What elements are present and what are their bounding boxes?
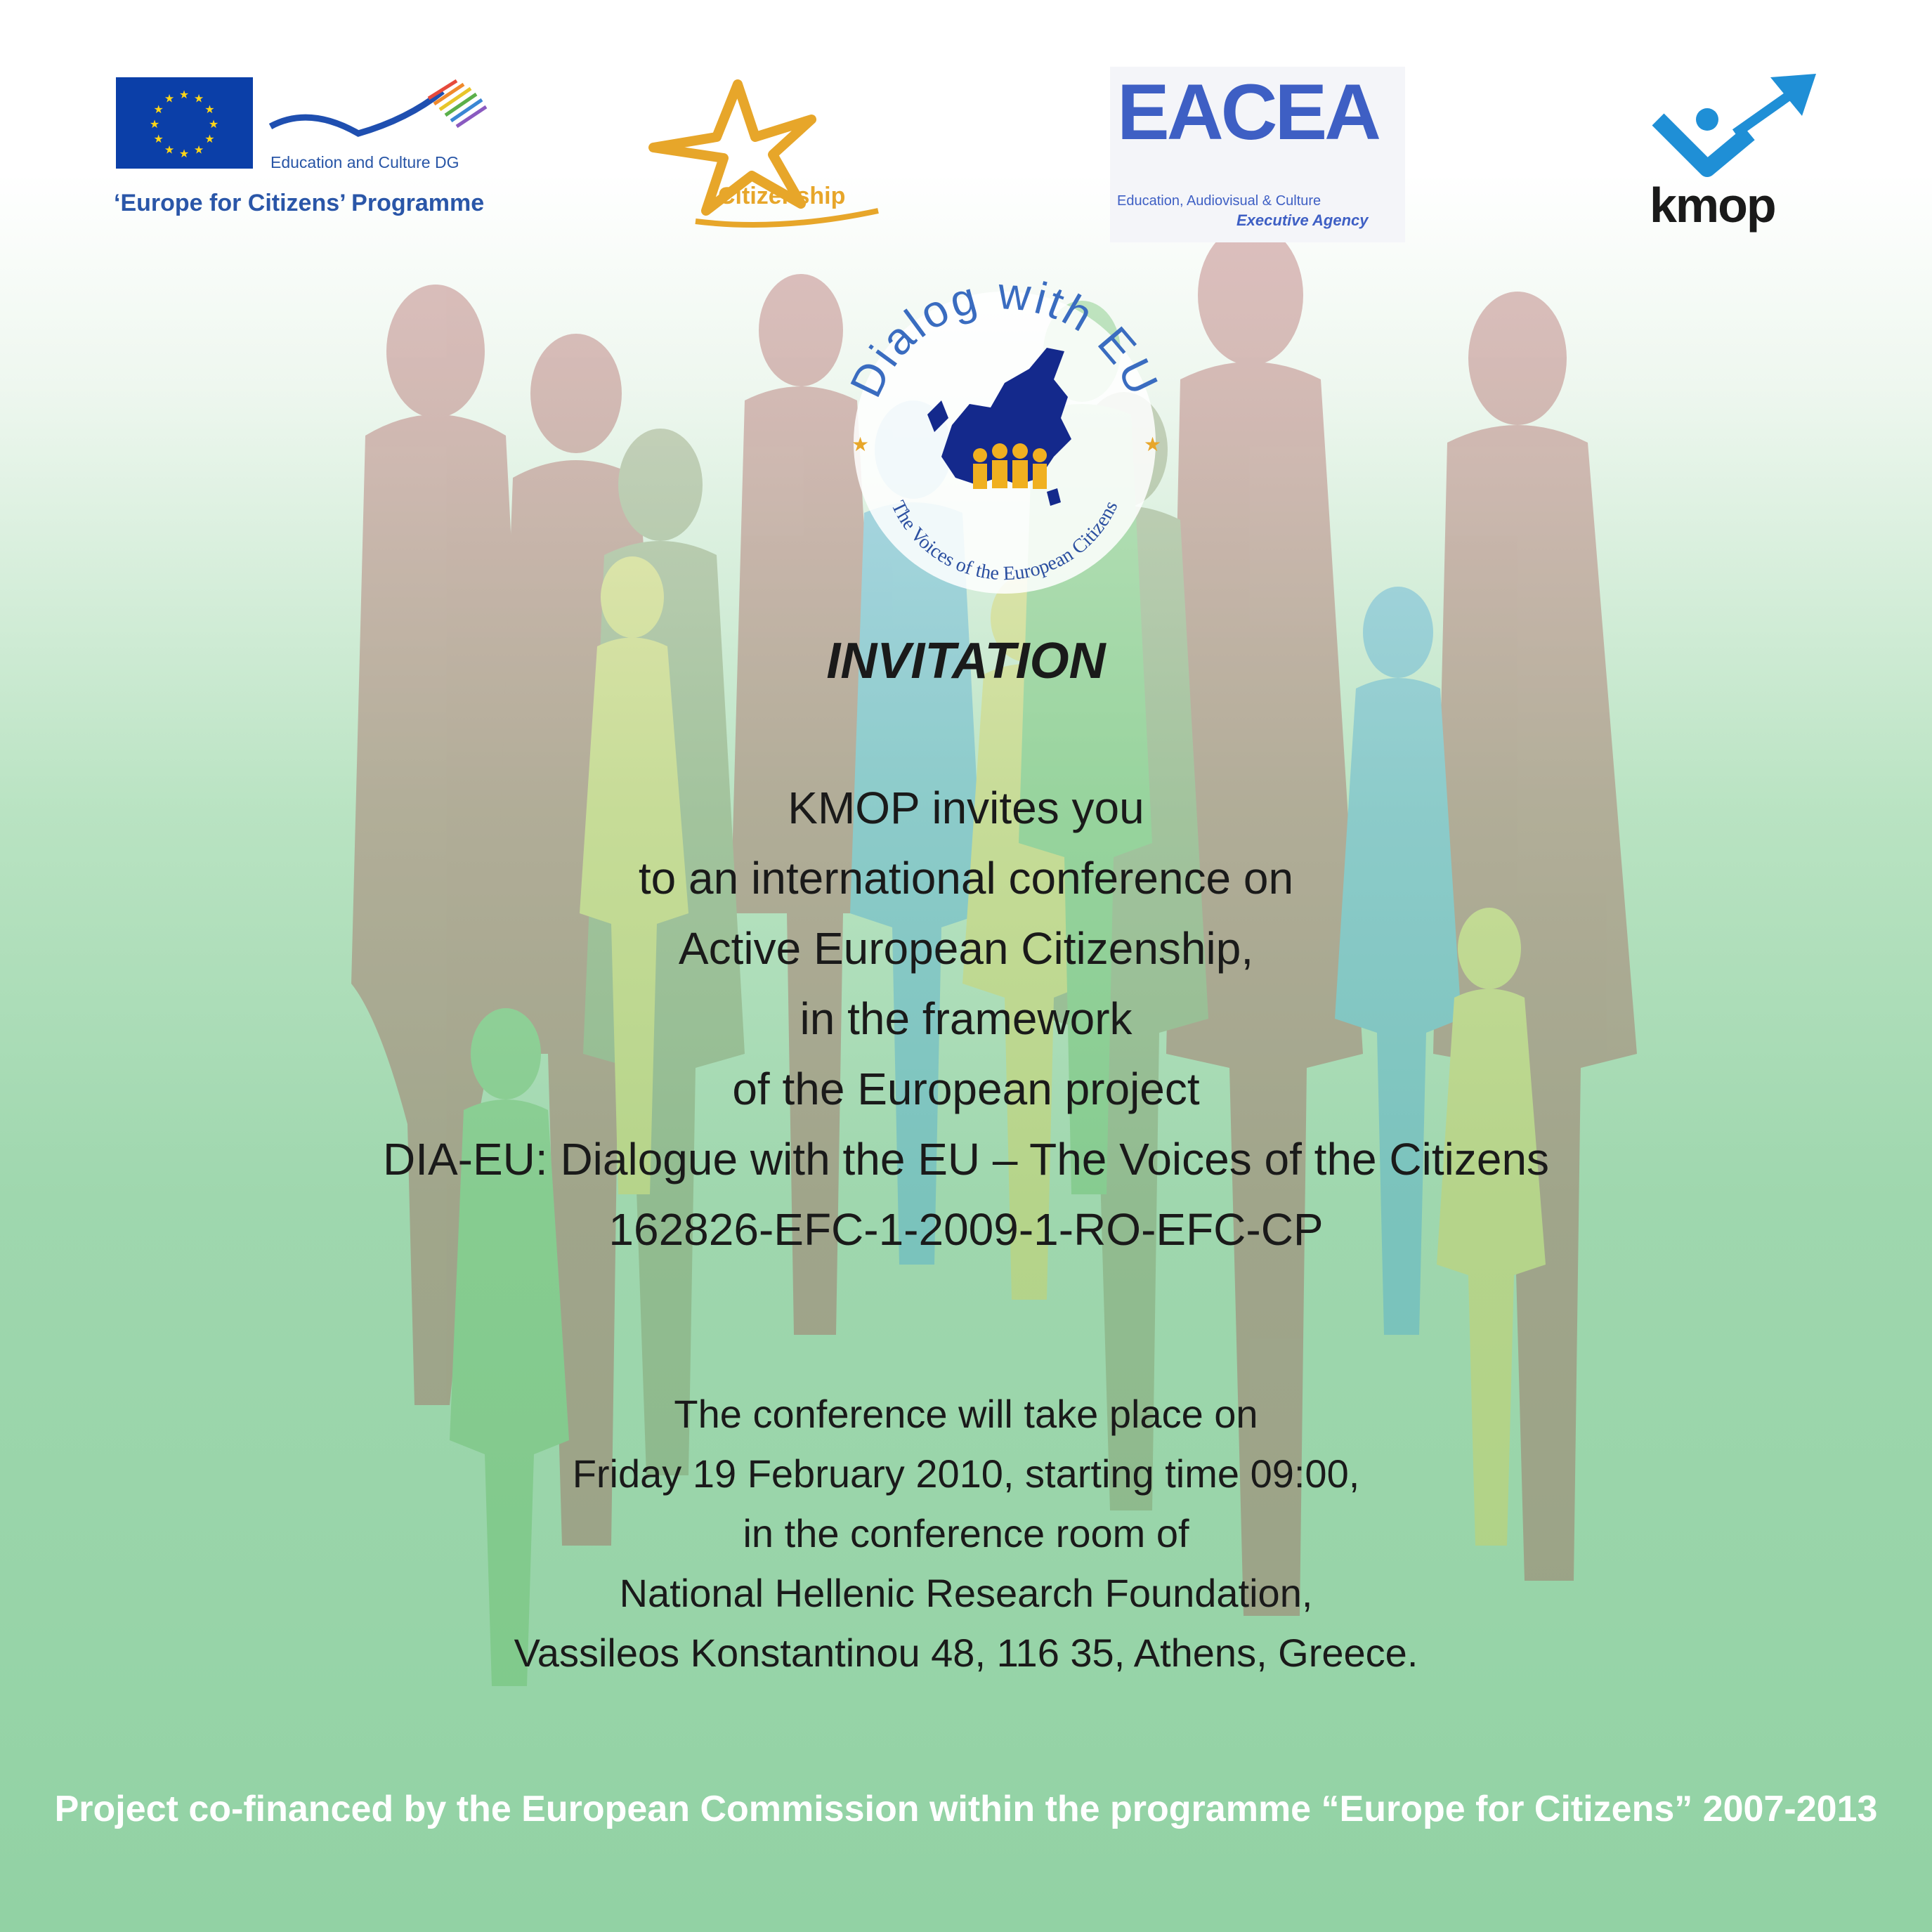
details-line: in the conference room of [743, 1511, 1189, 1555]
invitation-body [0, 773, 1932, 1265]
eu-star-icon: ★ [204, 104, 215, 116]
conference-details [0, 1384, 1932, 1683]
body-line: KMOP invites you [788, 783, 1144, 833]
invitation-title: INVITATION [826, 633, 1106, 689]
eacea-agency-text: Executive Agency [1236, 211, 1369, 229]
eu-star-icon: ★ [208, 119, 219, 131]
eu-star-icon: ★ [164, 93, 175, 105]
citizenship-logo [639, 70, 892, 239]
citizenship-text: Citizenship [718, 183, 846, 209]
eu-star-icon: ★ [149, 119, 160, 131]
dialog-top-text: Dialog with EU [840, 267, 1170, 405]
eu-star-icon: ★ [193, 93, 204, 105]
star-icon [639, 70, 892, 239]
eu-programme-logo [112, 70, 506, 232]
svg-text:★: ★ [1144, 433, 1162, 455]
eu-star-icon: ★ [153, 104, 164, 116]
body-line: to an international conference on [638, 853, 1294, 903]
footer-funding-note: Project co-financed by the European Commission within the programme “Europe for Citizens” 2007-2013 [54, 1789, 1878, 1829]
eacea-subtitle: Education, Audiovisual & Culture [1117, 193, 1321, 209]
eu-star-icon: ★ [178, 148, 190, 160]
body-line: in the framework [799, 993, 1133, 1044]
eacea-logo [1110, 67, 1405, 242]
eu-star-icon: ★ [204, 133, 215, 145]
arrow-up-icon [1651, 70, 1820, 183]
dg-swoosh-icon [267, 77, 506, 148]
eacea-wordmark: EACEA [1117, 68, 1379, 156]
dialog-with-eu-logo [829, 267, 1180, 604]
programme-text: ‘Europe for Citizens’ Programme [114, 190, 485, 216]
svg-text:★: ★ [851, 433, 870, 455]
date-line: Friday 19 February 2010, starting time 09:00, [572, 1451, 1360, 1496]
kmop-wordmark: kmop [1650, 178, 1775, 233]
kmop-logo [1644, 70, 1820, 239]
eu-flag-icon [116, 77, 253, 169]
eu-star-icon: ★ [153, 133, 164, 145]
eu-star-icon: ★ [193, 144, 204, 157]
project-code-line: 162826-EFC-1-2009-1-RO-EFC-CP [608, 1204, 1324, 1255]
eu-star-icon: ★ [178, 89, 190, 101]
project-title-line: DIA-EU: Dialogue with the EU – The Voices of the Citizens [382, 1134, 1550, 1184]
dg-text: Education and Culture DG [270, 153, 459, 171]
details-line: The conference will take place on [674, 1392, 1258, 1436]
body-line: Active European Citizenship, [678, 923, 1254, 974]
dialog-bottom-text: The Voices of the European Citizens [887, 497, 1123, 585]
venue-line: National Hellenic Research Foundation, [619, 1571, 1313, 1615]
eu-star-icon: ★ [164, 144, 175, 157]
body-line: of the European project [732, 1064, 1200, 1114]
address-line: Vassileos Konstantinou 48, 116 35, Athens, Greece. [514, 1631, 1418, 1675]
